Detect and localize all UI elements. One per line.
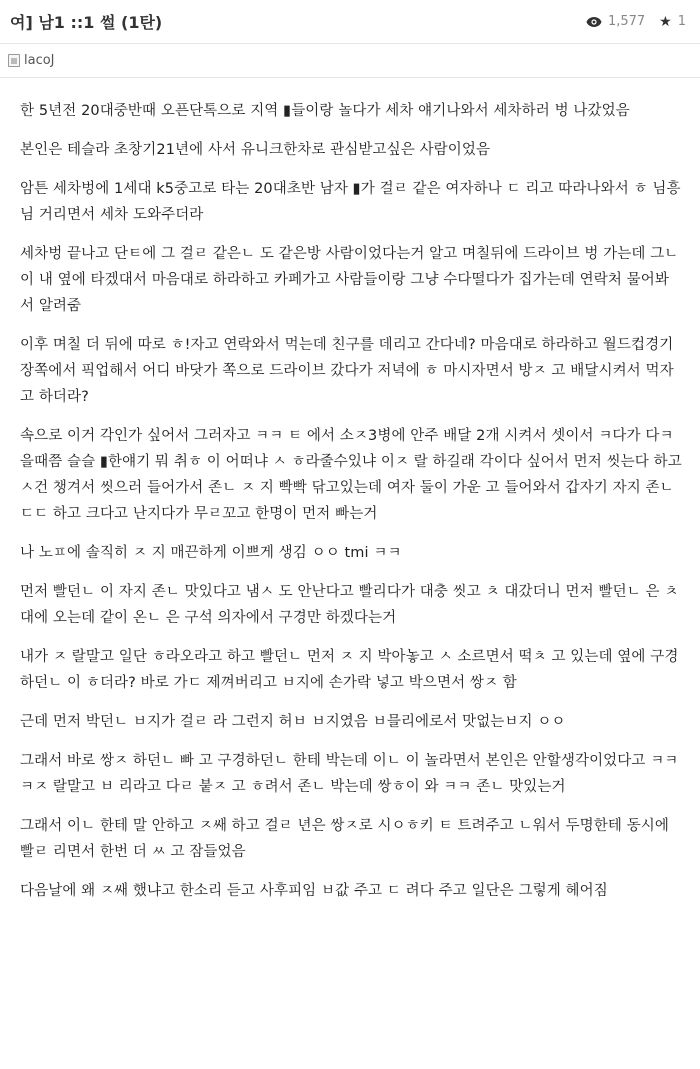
paragraph: 내가 ㅈ 랄말고 일단 ㅎ라오라고 하고 빨던ㄴ 먼저 ㅈ 지 박아놓고 ㅅ 소르면서 떡ㅊ 고 있는데 옆에 구경하던ㄴ 이 ㅎ더라? 바로 가ㄷ 제껴버리고 ㅂ지에 손가락 넣고 박으면서 쌍ㅈ 함 (20, 649, 679, 691)
paragraph: 나 노ㅍ에 솔직히 ㅈ 지 매끈하게 이쁘게 생김 ㅇㅇ tmi ㅋㅋ (20, 545, 402, 561)
view-count (586, 14, 645, 29)
author-name[interactable]: lacoJ (24, 53, 55, 68)
star-icon: ★ (659, 13, 672, 30)
paragraph: 이후 며칠 더 뒤에 따로 ㅎ!자고 연락와서 먹는데 친구를 데리고 간다네? 마음대로 하라하고 월드컵경기장쪽에서 픽업해서 어디 바닷가 쪽으로 드라이브 갔다가 저녁에 ㅎ 마시자면서 방ㅈ 고 배달시켜서 먹자고 하더라? (20, 337, 674, 405)
user-icon (8, 54, 20, 67)
paragraph: 다음날에 왜 ㅈ쌔 했냐고 한소리 듣고 사후피임 ㅂ값 주고 ㄷ 려다 주고 일단은 그렇게 헤어짐 (20, 883, 608, 899)
like-count (659, 14, 686, 30)
view-count-value: 1,577 (607, 14, 646, 29)
paragraph: 그래서 이ㄴ 한테 말 안하고 ㅈ쌔 하고 걸ㄹ 년은 쌍ㅈ로 시ㅇㅎ키 ㅌ 트려주고 ㄴ워서 두명한테 동시에 빨ㄹ 리면서 한번 더 ㅆ 고 잠들었음 (20, 818, 670, 860)
paragraph: 본인은 테슬라 초창기21년에 사서 유니크한차로 관심받고싶은 사람이었음 (20, 142, 491, 158)
author-bar (0, 44, 700, 78)
like-count-value: 1 (677, 14, 686, 29)
paragraph: 세차벙 끝나고 단ㅌ에 그 걸ㄹ 같은ㄴ 도 같은방 사람이었다는거 알고 며칠뒤에 드라이브 벙 가는데 그ㄴ 이 내 옆에 타겠대서 마음대로 하라하고 카페가고 사람들이랑 그냥 수다떨다가 집가는데 연락처 물어봐서 알려줌 (20, 246, 679, 314)
paragraph: 먼저 빨던ㄴ 이 자지 존ㄴ 맛있다고 냄ㅅ 도 안난다고 빨리다가 대충 씻고 ㅊ 대갔더니 먼저 빨던ㄴ 은 ㅊ 대에 오는데 같이 온ㄴ 은 구석 의자에서 구경만 하겠다는거 (20, 584, 679, 626)
paragraph: 속으로 이거 각인가 싶어서 그러자고 ㅋㅋ ㅌ 에서 소ㅈ3병에 안주 배달 2개 시켜서 셋이서 ㅋ다가 다ㅋ을때쯤 슬슬 ▮한얘기 뭐 취ㅎ 이 어떠냐 ㅅ ㅎ라줄수있냐 이ㅈ 랄 하길래 각이다 싶어서 먼저 씻는다 하고 ㅅ건 챙겨서 씻으러 들어가서 존ㄴ ㅈ 지 빡빡 닦고있는데 여자 둘이 가운 고 들어와서 갑자기 자지 존ㄴ ㄷㄷ 하고 크다고 난지다가 무ㄹ꼬고 한명이 먼저 빠는거 (20, 428, 682, 522)
paragraph: 근데 먼저 박던ㄴ ㅂ지가 걸ㄹ 라 그런지 허ㅂ ㅂ지였음 ㅂ믈리에로서 맛없는ㅂ지 ㅇㅇ (20, 714, 566, 730)
post-header (0, 0, 700, 44)
eye-icon (586, 16, 602, 28)
post-body (0, 78, 700, 904)
paragraph: 그래서 바로 쌍ㅈ 하던ㄴ 빠 고 구경하던ㄴ 한테 박는데 이ㄴ 이 놀라면서 본인은 안할생각이었다고 ㅋㅋㅋㅈ 랄말고 ㅂ 리라고 다ㄹ 붙ㅈ 고 ㅎ려서 존ㄴ 박는데 쌍ㅎ이 와 ㅋㅋ 존ㄴ 맛있는거 (20, 753, 679, 795)
paragraph: 암튼 세차벙에 1세대 k5중고로 타는 20대초반 남자 ▮가 걸ㄹ 같은 여자하나 ㄷ 리고 따라나와서 ㅎ 님흥 님 거리면서 세차 도와주더라 (20, 181, 681, 223)
post-stats (586, 14, 686, 30)
paragraph: 한 5년전 20대중반때 오픈단톡으로 지역 ▮들이랑 놀다가 세차 얘기나와서 세차하러 벙 나갔었음 (20, 103, 630, 119)
post-title: 여] 남1 ::1 썰 (1탄) (10, 13, 163, 32)
